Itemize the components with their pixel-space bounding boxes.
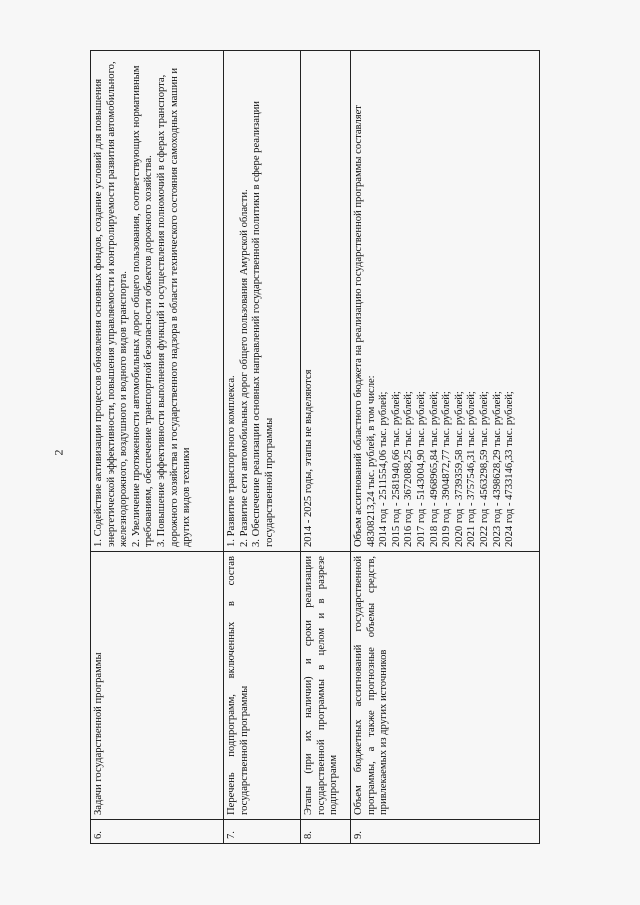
content-paragraph: 1. Содействие активизации процессов обновления основных фондов, создание условий для повышения энергетической эффективности, повышения управляемости и контролируемости развития автомобильного, железнодорожного, воздушного и водного видов транспорта. [93,61,130,547]
program-passport-table [90,50,540,844]
list-item: 2014 год - 2511554,06 тыс. рублей; [378,391,390,547]
content-paragraph: 1. Развитие транспортного комплекса. [226,375,237,547]
table-row [91,51,224,844]
list-item: 2022 год - 4563298,59 тыс. рублей; [478,391,490,547]
program-passport-table-wrapper [90,51,539,844]
row-number: 7. [224,820,301,844]
content-paragraph: 3. Повышение эффективности выполнения функций и осуществления полномочий в сферах транспорта, дорожного хозяйства и государственного надзора в области технического состояния самоходных машин и других видов техники [155,67,193,547]
budget-year-list [378,55,517,547]
content-paragraph: 2. Увеличение протяженности автомобильных дорог общего пользования, соответствующих нормативным требованиям, обеспечение транспортной безопасности объектов дорожного хозяйства. [130,65,155,547]
list-item: 2021 год - 3757546,31 тыс. рублей; [466,391,478,547]
row-number: 6. [91,820,224,844]
table-row [301,51,351,844]
row-content [351,51,540,552]
content-paragraph: 2014 - 2025 годы, этапы не выделяются [303,369,314,547]
page-number: 2 [51,449,66,456]
row-content [224,51,301,552]
list-item: 2023 год - 4398628,29 тыс. рублей; [491,391,503,547]
table-row [224,51,301,844]
row-number: 8. [301,820,351,844]
list-item: 2018 год - 4968965,84 тыс. рублей; [428,391,440,547]
list-item: 2015 год - 2581940,66 тыс. рублей; [390,391,402,547]
list-item: 2019 год - 3904872,77 тыс. рублей; [441,391,453,547]
row-label: Перечень подпрограмм, включенных в состав государственной программы [224,552,301,820]
list-item: 2017 год - 5143004,90 тыс. рублей; [415,391,427,547]
row-label: Объем бюджетных ассигнований государственной программы, а также прогнозные объемы средств, привлекаемых из других источников [351,552,540,820]
row-label: Задачи государственной программы [91,552,224,820]
table-row [351,51,540,844]
row-content [301,51,351,552]
list-item: 2024 год - 4733146,33 тыс. рублей; [504,391,516,547]
list-item: 2020 год - 3739359,58 тыс. рублей; [453,391,465,547]
row-label: Этапы (при их наличии) и сроки реализации государственной программы в целом и в разрезе подпрограмм [301,552,351,820]
content-paragraph: 3. Обеспечение реализации основных направлений государственной политики в сфере реализации государственной программы [251,101,275,547]
content-paragraph: 2. Развитие сети автомобильных дорог общего пользования Амурской области. [238,189,250,547]
row-number: 9. [351,820,540,844]
budget-intro: Объем ассигнований областного бюджета на реализацию государственной программы составляет 48308213,24 тыс. рублей, в том числе: [353,105,377,547]
list-item: 2016 год - 3672088,25 тыс. рублей; [403,391,415,547]
row-content [91,51,224,552]
